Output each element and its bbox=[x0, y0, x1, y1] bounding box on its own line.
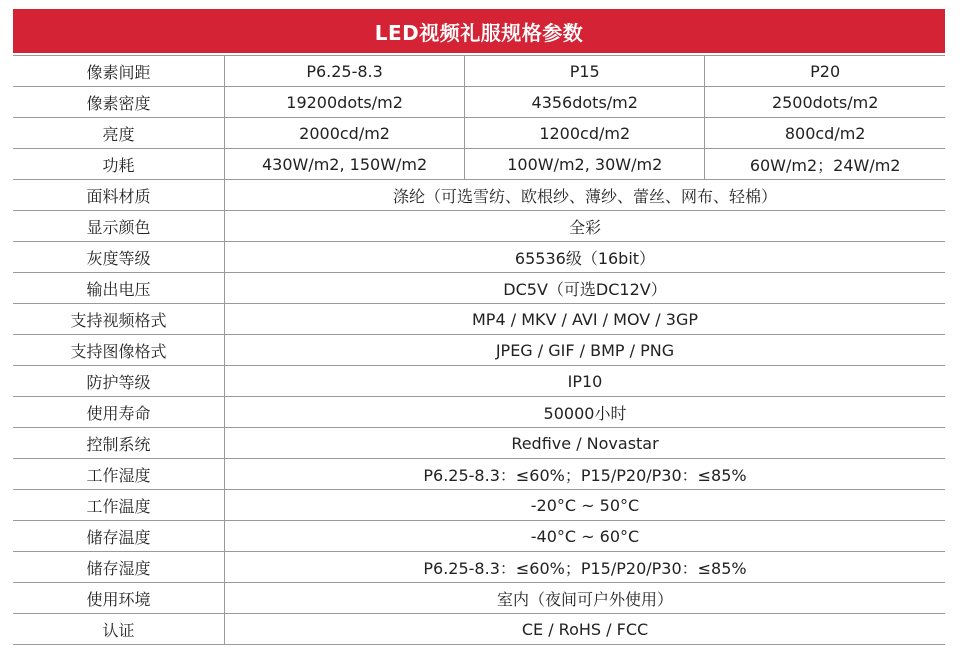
row-label: 防护等级 bbox=[13, 366, 225, 397]
table-cell: -20°C ~ 50°C bbox=[225, 490, 946, 521]
table-row bbox=[13, 273, 945, 304]
table-row bbox=[13, 118, 945, 149]
table-cell: CE / RoHS / FCC bbox=[225, 614, 946, 645]
table-row bbox=[13, 459, 945, 490]
table-cell: MP4 / MKV / AVI / MOV / 3GP bbox=[225, 304, 946, 335]
table-cell: 室内（夜间可户外使用） bbox=[225, 583, 946, 614]
table-row bbox=[13, 521, 945, 552]
table-cell: -40°C ~ 60°C bbox=[225, 521, 946, 552]
row-label: 储存湿度 bbox=[13, 552, 225, 583]
table-cell: 800cd/m2 bbox=[705, 118, 945, 149]
row-label: 像素密度 bbox=[13, 87, 225, 118]
table-row bbox=[13, 56, 945, 87]
table-cell: 1200cd/m2 bbox=[465, 118, 705, 149]
row-label: 工作温度 bbox=[13, 490, 225, 521]
table-row bbox=[13, 552, 945, 583]
table-cell: 50000小时 bbox=[225, 397, 946, 428]
table-row bbox=[13, 490, 945, 521]
row-label: 亮度 bbox=[13, 118, 225, 149]
table-row bbox=[13, 366, 945, 397]
row-label: 认证 bbox=[13, 614, 225, 645]
table-row bbox=[13, 583, 945, 614]
table-row bbox=[13, 614, 945, 645]
table-cell: 涤纶（可选雪纺、欧根纱、薄纱、蕾丝、网布、轻棉） bbox=[225, 180, 946, 211]
spec-table bbox=[13, 55, 945, 645]
row-label: 功耗 bbox=[13, 149, 225, 180]
table-cell: 60W/m2；24W/m2 bbox=[705, 149, 945, 180]
table-row bbox=[13, 304, 945, 335]
table-cell: 65536级（16bit） bbox=[225, 242, 946, 273]
table-cell: P15 bbox=[465, 56, 705, 87]
table-cell: 2500dots/m2 bbox=[705, 87, 945, 118]
table-row bbox=[13, 87, 945, 118]
table-cell: P6.25-8.3：≤60%；P15/P20/P30：≤85% bbox=[225, 552, 946, 583]
table-cell: 100W/m2, 30W/m2 bbox=[465, 149, 705, 180]
row-label: 工作湿度 bbox=[13, 459, 225, 490]
row-label: 面料材质 bbox=[13, 180, 225, 211]
row-label: 储存温度 bbox=[13, 521, 225, 552]
table-cell: 19200dots/m2 bbox=[225, 87, 465, 118]
row-label: 支持图像格式 bbox=[13, 335, 225, 366]
table-row bbox=[13, 335, 945, 366]
table-cell: 430W/m2, 150W/m2 bbox=[225, 149, 465, 180]
row-label: 像素间距 bbox=[13, 56, 225, 87]
table-cell: IP10 bbox=[225, 366, 946, 397]
row-label: 支持视频格式 bbox=[13, 304, 225, 335]
row-label: 控制系统 bbox=[13, 428, 225, 459]
table-cell: P6.25-8.3：≤60%；P15/P20/P30：≤85% bbox=[225, 459, 946, 490]
table-row bbox=[13, 242, 945, 273]
table-cell: 全彩 bbox=[225, 211, 946, 242]
table-row bbox=[13, 180, 945, 211]
row-label: 使用环境 bbox=[13, 583, 225, 614]
table-cell: 4356dots/m2 bbox=[465, 87, 705, 118]
spec-table-body bbox=[13, 56, 945, 645]
page-title: LED视频礼服规格参数 bbox=[13, 9, 945, 53]
table-cell: 2000cd/m2 bbox=[225, 118, 465, 149]
row-label: 使用寿命 bbox=[13, 397, 225, 428]
row-label: 输出电压 bbox=[13, 273, 225, 304]
table-cell: JPEG / GIF / BMP / PNG bbox=[225, 335, 946, 366]
table-cell: P20 bbox=[705, 56, 945, 87]
spec-sheet bbox=[13, 9, 945, 645]
table-row bbox=[13, 211, 945, 242]
table-cell: P6.25-8.3 bbox=[225, 56, 465, 87]
table-row bbox=[13, 397, 945, 428]
table-row bbox=[13, 149, 945, 180]
table-row bbox=[13, 428, 945, 459]
table-cell: Redfive / Novastar bbox=[225, 428, 946, 459]
table-cell: DC5V（可选DC12V） bbox=[225, 273, 946, 304]
row-label: 灰度等级 bbox=[13, 242, 225, 273]
row-label: 显示颜色 bbox=[13, 211, 225, 242]
